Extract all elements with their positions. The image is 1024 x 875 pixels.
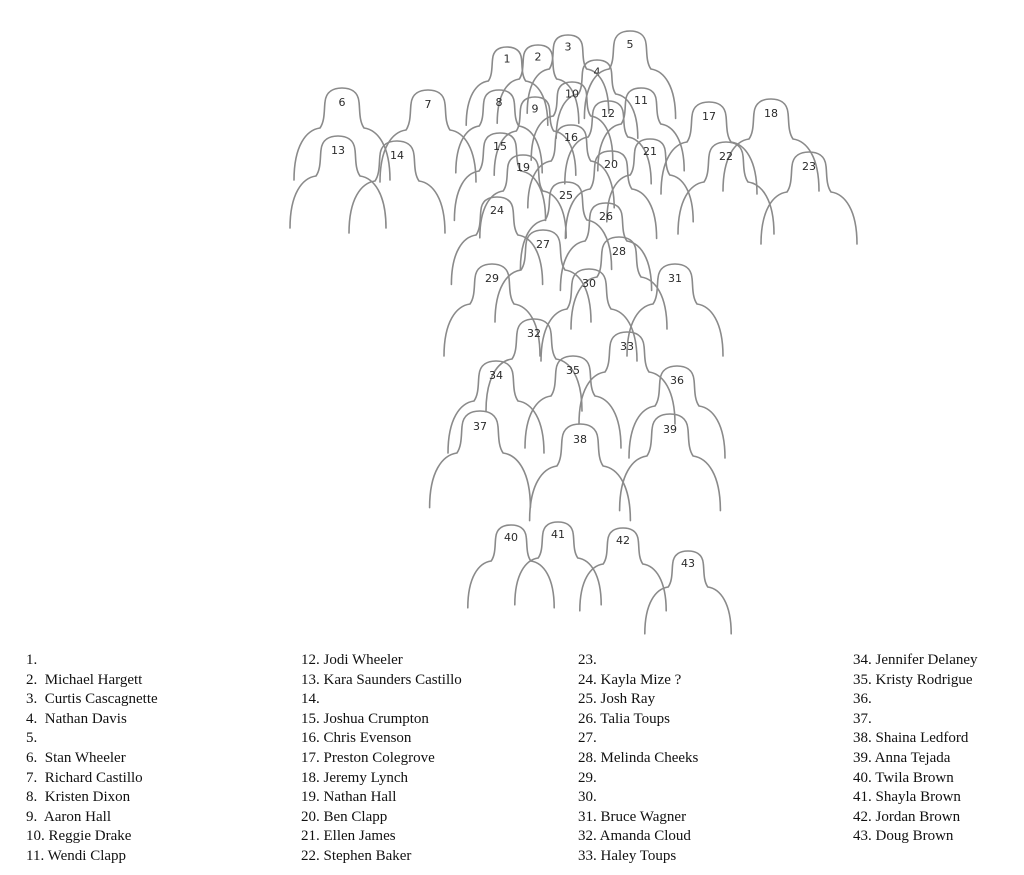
figure-number: 26 bbox=[599, 210, 613, 224]
person-silhouette-34 bbox=[448, 361, 544, 453]
figure-number: 15 bbox=[493, 140, 507, 154]
person-silhouette-19 bbox=[480, 155, 566, 238]
person-silhouette-40 bbox=[468, 525, 554, 608]
legend-column-1 bbox=[26, 651, 296, 867]
figure-number: 31 bbox=[668, 272, 682, 285]
legend-entry: 11. Wendi Clapp bbox=[26, 847, 127, 864]
person-silhouette-7 bbox=[380, 90, 476, 182]
figure-number: 17 bbox=[702, 110, 716, 123]
legend-entry: 20. Ben Clapp bbox=[301, 808, 388, 825]
person-silhouette-41 bbox=[515, 522, 601, 605]
person-silhouette-23 bbox=[761, 152, 857, 244]
legend-entry: 21. Ellen James bbox=[301, 828, 396, 845]
figure-number: 27 bbox=[536, 238, 550, 251]
legend-entry: 23. bbox=[578, 652, 597, 668]
person-silhouette-36 bbox=[629, 366, 725, 458]
legend-entry: 38. Shaina Ledford bbox=[853, 730, 969, 747]
legend-entry: 42. Jordan Brown bbox=[853, 808, 961, 825]
legend-entry: 29. bbox=[578, 769, 597, 786]
legend-entry: 12. Jodi Wheeler bbox=[301, 652, 403, 668]
legend-entry: 10. Reggie Drake bbox=[26, 828, 132, 845]
figure-number: 13 bbox=[331, 144, 345, 157]
figure-number: 29 bbox=[485, 272, 499, 285]
figure-number: 5 bbox=[626, 38, 634, 52]
legend-entry: 18. Jeremy Lynch bbox=[301, 769, 409, 786]
figure-number: 23 bbox=[802, 160, 816, 173]
person-silhouette-37 bbox=[430, 411, 531, 508]
figure-number: 12 bbox=[601, 107, 615, 121]
legend-entry: 39. Anna Tejada bbox=[853, 749, 951, 766]
figure-number: 7 bbox=[424, 98, 432, 111]
legend-column-2 bbox=[301, 651, 571, 867]
legend-entry: 40. Twila Brown bbox=[853, 769, 954, 786]
legend-entry: 13. Kara Saunders Castillo bbox=[301, 671, 462, 688]
figure-number: 22 bbox=[719, 150, 733, 163]
figure-number: 34 bbox=[489, 369, 503, 382]
figure-number: 18 bbox=[764, 107, 778, 120]
legend-entry: 28. Melinda Cheeks bbox=[578, 749, 699, 766]
figure-number: 35 bbox=[566, 364, 580, 377]
person-silhouette-43 bbox=[645, 551, 731, 634]
figure-number: 4 bbox=[593, 65, 601, 79]
figure-number: 30 bbox=[582, 277, 596, 290]
legend-entry: 34. Jennifer Delaney bbox=[853, 652, 978, 668]
figure-number: 10 bbox=[565, 87, 579, 101]
person-silhouette-38 bbox=[530, 424, 631, 521]
figure-number: 24 bbox=[490, 204, 504, 218]
legend-entry: 7. Richard Castillo bbox=[26, 769, 143, 786]
figure-number: 19 bbox=[516, 161, 530, 175]
figure-number: 3 bbox=[564, 40, 572, 54]
legend-column-4 bbox=[853, 651, 1024, 847]
legend-entry: 36. bbox=[853, 691, 872, 708]
figure-number: 16 bbox=[564, 131, 578, 145]
legend-entry: 26. Talia Toups bbox=[578, 710, 670, 727]
legend-column-3 bbox=[578, 651, 848, 867]
figure-number: 9 bbox=[531, 102, 539, 116]
legend-entry: 32. Amanda Cloud bbox=[578, 828, 691, 845]
figure-number: 43 bbox=[681, 557, 695, 571]
legend-entry: 41. Shayla Brown bbox=[853, 789, 961, 806]
person-silhouette-14 bbox=[349, 141, 445, 233]
legend-entry: 5. bbox=[26, 730, 38, 747]
figure-number: 32 bbox=[527, 327, 541, 340]
legend-entry: 24. Kayla Mize ? bbox=[578, 671, 682, 688]
legend-entry: 1. bbox=[26, 652, 38, 668]
legend-entry: 9. Aaron Hall bbox=[26, 808, 111, 825]
legend-entry: 43. Doug Brown bbox=[853, 828, 954, 845]
legend-entry: 8. Kristen Dixon bbox=[26, 789, 131, 806]
legend-entry: 4. Nathan Davis bbox=[26, 710, 127, 727]
legend-entry: 6. Stan Wheeler bbox=[26, 749, 126, 766]
legend-entry: 16. Chris Evenson bbox=[301, 730, 412, 747]
legend-entry: 22. Stephen Baker bbox=[301, 847, 412, 864]
legend-entry: 25. Josh Ray bbox=[578, 691, 656, 708]
figure-number: 36 bbox=[670, 374, 684, 387]
figure-number: 40 bbox=[504, 531, 518, 545]
legend-entry: 14. bbox=[301, 691, 320, 708]
person-silhouette-29 bbox=[444, 264, 540, 356]
legend-entry: 27. bbox=[578, 730, 597, 747]
legend-entry: 37. bbox=[853, 710, 872, 727]
figure-number: 41 bbox=[551, 528, 565, 542]
figure-number: 38 bbox=[573, 432, 587, 446]
legend-entry: 17. Preston Colegrove bbox=[301, 749, 435, 766]
figure-number: 6 bbox=[338, 96, 346, 109]
legend-entry: 30. bbox=[578, 789, 597, 806]
figure-number: 42 bbox=[616, 534, 630, 548]
legend-entry: 3. Curtis Cascagnette bbox=[26, 691, 158, 708]
legend-entry: 15. Joshua Crumpton bbox=[301, 710, 429, 727]
figure-number: 28 bbox=[612, 245, 626, 258]
figure-number: 11 bbox=[634, 94, 648, 108]
figure-number: 1 bbox=[503, 52, 511, 66]
figure-number: 21 bbox=[643, 145, 657, 159]
legend-entry: 31. Bruce Wagner bbox=[578, 808, 687, 825]
figure-number: 33 bbox=[620, 340, 634, 353]
legend-entry: 19. Nathan Hall bbox=[301, 789, 397, 806]
figure-number: 8 bbox=[495, 96, 503, 110]
legend-entry: 35. Kristy Rodrigue bbox=[853, 671, 973, 688]
legend-entry: 33. Haley Toups bbox=[578, 847, 677, 864]
figure-number: 2 bbox=[534, 50, 542, 64]
figure-number: 25 bbox=[559, 189, 573, 203]
figure-number: 20 bbox=[604, 158, 618, 172]
person-silhouette-39 bbox=[620, 414, 721, 511]
figure-number: 14 bbox=[390, 149, 404, 162]
person-silhouette-6 bbox=[294, 88, 390, 180]
figure-number: 39 bbox=[663, 422, 677, 436]
figure-number: 37 bbox=[473, 419, 487, 433]
legend-entry: 2. Michael Hargett bbox=[26, 671, 143, 688]
